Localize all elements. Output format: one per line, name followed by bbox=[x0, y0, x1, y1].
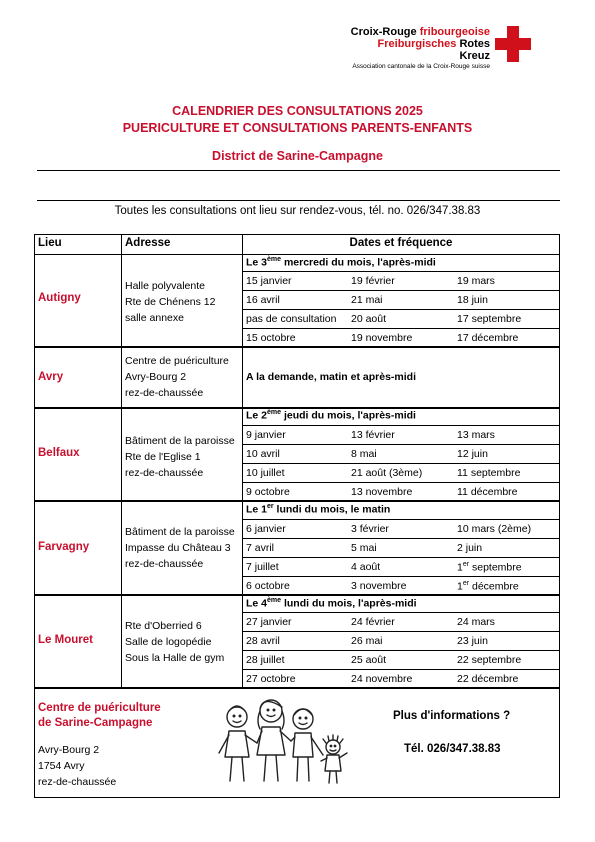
frequency-le-mouret bbox=[246, 597, 417, 610]
place-farvagny: Farvagny bbox=[38, 541, 90, 553]
belfaux-line-2 bbox=[243, 444, 559, 445]
freq-text: jeudi du mois, l'après-midi bbox=[281, 409, 416, 422]
date-cell: 18 juin bbox=[457, 294, 488, 306]
date-cell: 22 septembre bbox=[457, 654, 522, 666]
date-cell: 13 novembre bbox=[351, 486, 413, 498]
freq-sup: er bbox=[267, 503, 274, 510]
date-cell: 22 décembre bbox=[457, 673, 519, 685]
date-cell: 17 septembre bbox=[457, 313, 522, 325]
date-cell: 27 janvier bbox=[246, 616, 292, 628]
date-cell: 13 mars bbox=[457, 429, 495, 441]
date-cell: 1er septembre bbox=[457, 561, 522, 574]
freq-text: Le 4 bbox=[246, 597, 268, 610]
freq-text: lundi du mois, l'après-midi bbox=[281, 597, 417, 610]
autigny-line-3 bbox=[243, 309, 559, 310]
date-cell: 2 juin bbox=[457, 542, 483, 554]
footer-center-line2: de Sarine-Campagne bbox=[38, 717, 153, 729]
freq-sup: ème bbox=[267, 256, 282, 263]
date-cell: 11 septembre bbox=[457, 467, 521, 479]
address-line: rez-de-chaussée bbox=[125, 467, 204, 479]
logo-line2-b: Rotes Kreuz bbox=[459, 38, 490, 62]
date-cell: 16 avril bbox=[246, 294, 280, 306]
row-divider-5 bbox=[35, 687, 559, 689]
date-cell: 28 avril bbox=[246, 635, 280, 647]
date-cell: 19 mars bbox=[457, 275, 495, 287]
frequency-autigny bbox=[246, 256, 436, 269]
freq-text: Le 3 bbox=[246, 256, 268, 269]
freq-text: Le 2 bbox=[246, 409, 268, 422]
date-cell: 10 juillet bbox=[246, 467, 285, 479]
date-cell: 25 août bbox=[351, 654, 387, 666]
date-cell: 27 octobre bbox=[246, 673, 296, 685]
date-cell: 8 mai bbox=[351, 448, 377, 460]
address-line: Centre de puériculture bbox=[125, 355, 229, 367]
address-line: Bâtiment de la paroisse bbox=[125, 435, 235, 447]
date-cell: 6 octobre bbox=[246, 580, 290, 592]
logo-line1-b: fribourgeoise bbox=[419, 26, 490, 38]
footer-address-line: Avry-Bourg 2 bbox=[38, 744, 100, 756]
address-le-mouret bbox=[125, 618, 224, 666]
croix-rouge-logo bbox=[345, 26, 535, 70]
autigny-line-2 bbox=[243, 290, 559, 291]
logo-line1-a: Croix-Rouge bbox=[350, 26, 417, 38]
date-cell: 7 avril bbox=[246, 542, 275, 554]
date-cell: 10 avril bbox=[246, 448, 280, 460]
footer-center-line1: Centre de puériculture bbox=[38, 702, 161, 714]
autigny-line-1 bbox=[243, 271, 559, 272]
date-cell: pas de consultation bbox=[246, 313, 337, 325]
footer-address-line: rez-de-chaussée bbox=[38, 776, 117, 788]
logo-line2-a: Freiburgisches bbox=[377, 38, 457, 50]
header-lieu: Lieu bbox=[38, 237, 62, 249]
address-line: salle annexe bbox=[125, 312, 184, 324]
farvagny-line-1 bbox=[243, 519, 559, 520]
mouret-line-3 bbox=[243, 650, 559, 651]
mouret-line-2 bbox=[243, 631, 559, 632]
title-line1: CALENDRIER DES CONSULTATIONS 2025 bbox=[172, 104, 423, 118]
autigny-line-4 bbox=[243, 328, 559, 329]
freq-text: mercredi du mois, l'après-midi bbox=[281, 256, 436, 269]
date-cell: 3 février bbox=[351, 523, 389, 535]
freq-text: lundi du mois, le matin bbox=[273, 503, 391, 516]
date-cell: 19 février bbox=[351, 275, 395, 287]
footer-address bbox=[38, 742, 116, 790]
date-cell: 15 janvier bbox=[246, 275, 292, 287]
footer-center-name bbox=[38, 701, 161, 731]
date-cell: 26 mai bbox=[351, 635, 383, 647]
place-autigny: Autigny bbox=[38, 292, 81, 304]
frequency-farvagny bbox=[246, 503, 390, 516]
address-line: rez-de-chaussée bbox=[125, 387, 204, 399]
date-cell: 28 juillet bbox=[246, 654, 285, 666]
date-cell: 21 août (3ème) bbox=[351, 467, 423, 479]
date-cell: 11 décembre bbox=[457, 486, 518, 498]
address-line: Avry-Bourg 2 bbox=[125, 371, 187, 383]
divider-1 bbox=[37, 170, 560, 171]
address-line: Rte de Chénens 12 bbox=[125, 296, 216, 308]
row-divider-3 bbox=[35, 500, 559, 502]
col-divider-2 bbox=[242, 235, 243, 688]
col-divider-1 bbox=[121, 235, 122, 688]
date-cell: 23 juin bbox=[457, 635, 488, 647]
date-cell: 5 mai bbox=[351, 542, 377, 554]
footer-address-line: 1754 Avry bbox=[38, 760, 85, 772]
date-cell: 13 février bbox=[351, 429, 395, 441]
address-avry bbox=[125, 353, 229, 401]
frequency-belfaux bbox=[246, 409, 416, 422]
divider-2 bbox=[37, 200, 560, 201]
date-cell: 15 octobre bbox=[246, 332, 296, 344]
date-cell: 6 janvier bbox=[246, 523, 286, 535]
logo-line3: Association cantonale de la Croix-Rouge suisse bbox=[352, 63, 490, 70]
date-cell: 17 décembre bbox=[457, 332, 519, 344]
address-farvagny bbox=[125, 524, 235, 572]
frequency-avry: A la demande, matin et après-midi bbox=[246, 371, 416, 383]
consultation-table bbox=[34, 234, 560, 798]
row-divider-1 bbox=[35, 346, 559, 348]
place-avry: Avry bbox=[38, 371, 64, 383]
date-cell: 24 novembre bbox=[351, 673, 413, 685]
title-line2: PUERICULTURE ET CONSULTATIONS PARENTS-ENFANTS bbox=[122, 121, 473, 135]
footer-phone: Tél. 026/347.38.83 bbox=[404, 743, 501, 755]
place-belfaux: Belfaux bbox=[38, 447, 80, 459]
freq-sup: ème bbox=[267, 597, 282, 604]
district-title: District de Sarine-Campagne bbox=[212, 149, 383, 163]
date-cell: 1er décembre bbox=[457, 580, 519, 593]
date-cell: 24 mars bbox=[457, 616, 495, 628]
farvagny-line-4 bbox=[243, 576, 559, 577]
belfaux-line-3 bbox=[243, 463, 559, 464]
date-cell: 19 novembre bbox=[351, 332, 413, 344]
address-line: Rte d'Oberried 6 bbox=[125, 620, 202, 632]
date-cell: 21 mai bbox=[351, 294, 383, 306]
date-cell: 24 février bbox=[351, 616, 395, 628]
logo-text bbox=[345, 26, 490, 71]
address-autigny bbox=[125, 278, 215, 326]
mouret-line-1 bbox=[243, 612, 559, 613]
address-belfaux bbox=[125, 433, 235, 481]
date-cell: 4 août bbox=[351, 561, 381, 573]
date-cell: 7 juillet bbox=[246, 561, 279, 573]
date-cell: 10 mars (2ème) bbox=[457, 523, 532, 535]
date-cell: 3 novembre bbox=[351, 580, 407, 592]
belfaux-line-4 bbox=[243, 482, 559, 483]
farvagny-line-3 bbox=[243, 557, 559, 558]
date-cell: 9 janvier bbox=[246, 429, 286, 441]
mouret-line-4 bbox=[243, 669, 559, 670]
family-drawing-icon bbox=[215, 697, 355, 787]
header-adresse: Adresse bbox=[125, 237, 171, 249]
date-cell: 9 octobre bbox=[246, 486, 290, 498]
date-cell: 12 juin bbox=[457, 448, 488, 460]
header-dates: Dates et fréquence bbox=[349, 237, 453, 249]
freq-sup: ème bbox=[267, 409, 282, 416]
address-line: Halle polyvalente bbox=[125, 280, 205, 292]
farvagny-line-2 bbox=[243, 538, 559, 539]
appointment-notice: Toutes les consultations ont lieu sur rendez-vous, tél. no. 026/347.38.83 bbox=[114, 205, 481, 217]
date-cell: 20 août bbox=[351, 313, 387, 325]
header-divider bbox=[35, 254, 559, 255]
row-divider-4 bbox=[35, 594, 559, 596]
more-info-label: Plus d'informations ? bbox=[393, 710, 511, 722]
red-cross-icon bbox=[495, 26, 531, 62]
address-line: Salle de logopédie bbox=[125, 636, 212, 648]
address-line: Impasse du Château 3 bbox=[125, 542, 231, 554]
freq-text: Le 1 bbox=[246, 503, 268, 516]
address-line: Rte de l'Eglise 1 bbox=[125, 451, 201, 463]
address-line: Sous la Halle de gym bbox=[125, 652, 225, 664]
place-le-mouret: Le Mouret bbox=[38, 634, 93, 646]
address-line: rez-de-chaussée bbox=[125, 558, 204, 570]
address-line: Bâtiment de la paroisse bbox=[125, 526, 235, 538]
belfaux-line-1 bbox=[243, 425, 559, 426]
